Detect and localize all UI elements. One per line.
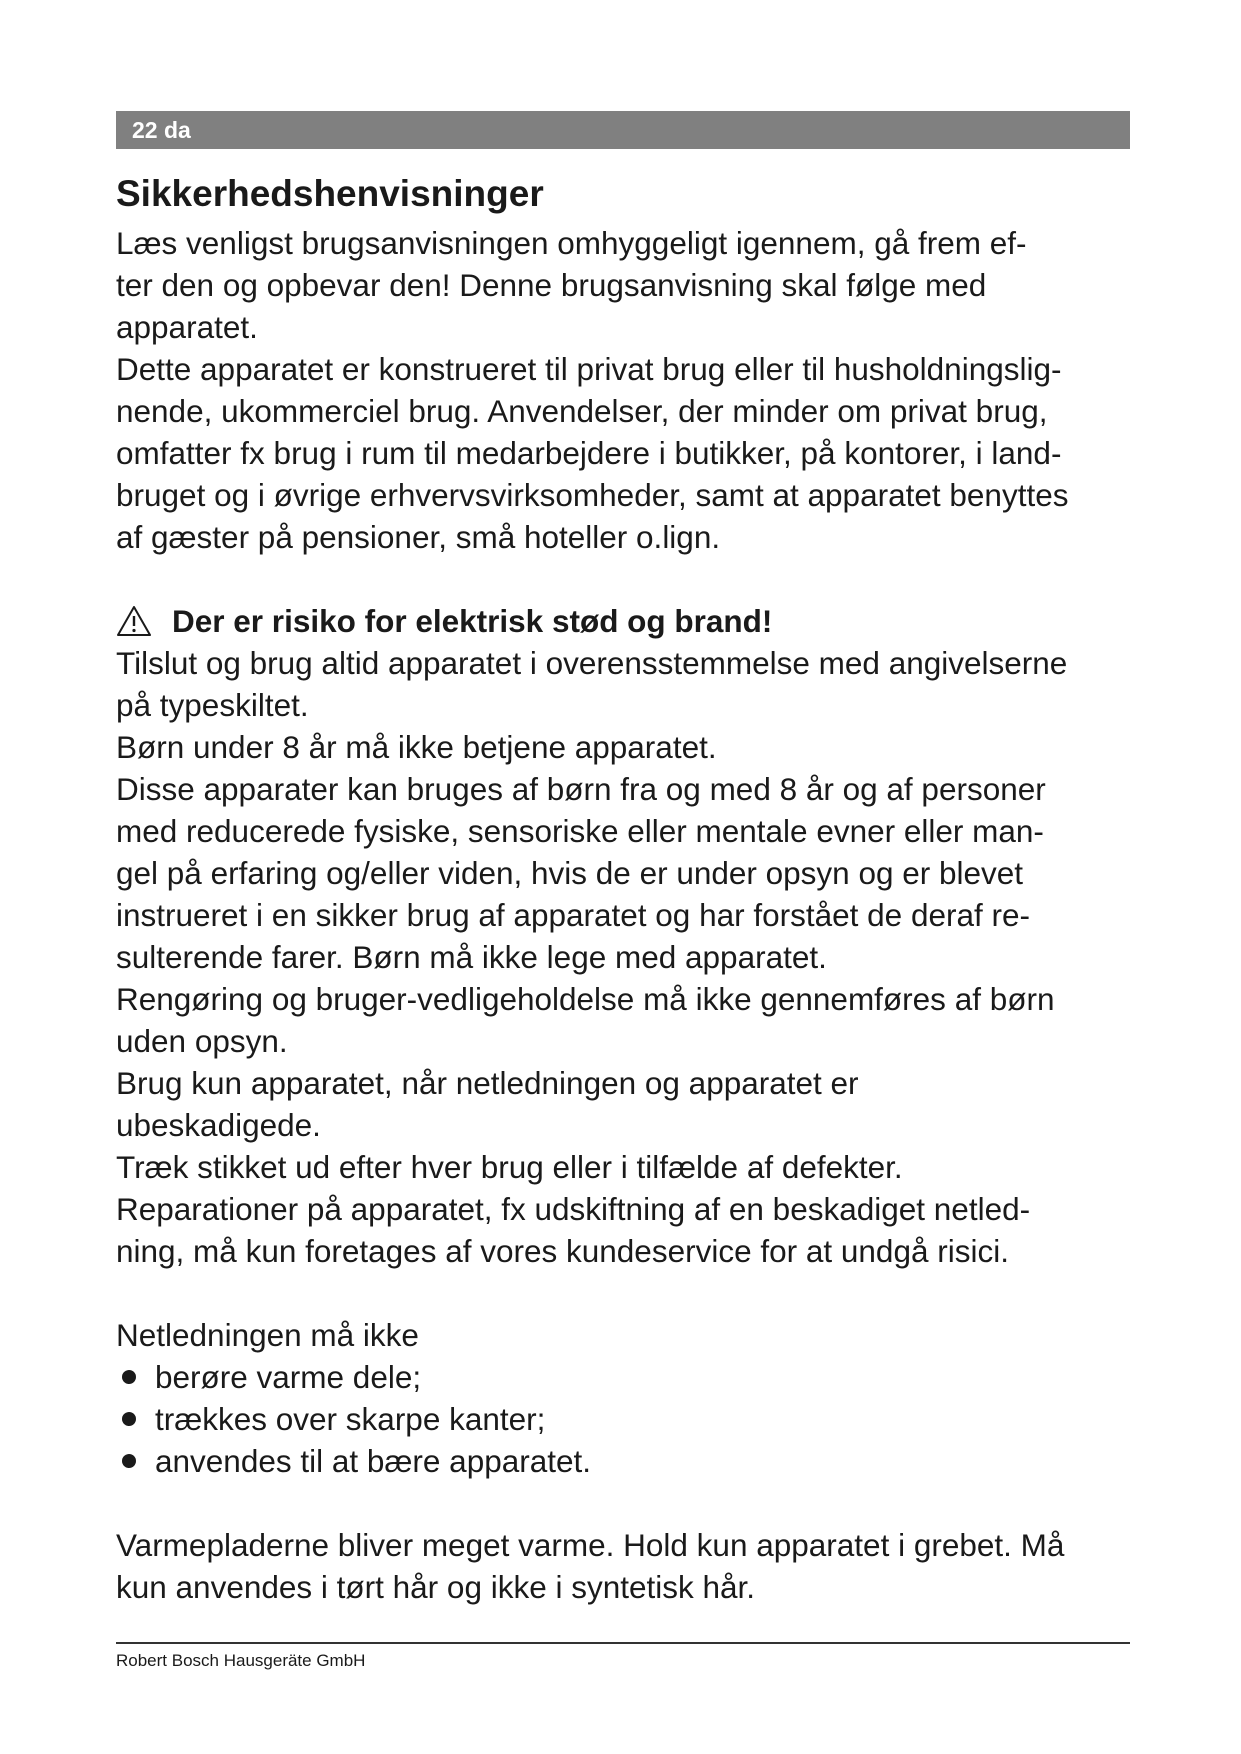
intro-paragraph: Dette apparatet er konstrueret til privat brug eller til husholdningslig- nende, ukommerciel brug. Anvendelser, der minder om privat brug, omfatter fx brug i rum til medarbejdere i butikker, på kontorer, i land- bruget og i øvrige erhvervsvirksomheder, samt at apparatet benyttes af gæster på pensioner, små hoteller o.lign. <box>116 351 1069 555</box>
page-number-label: 22 da <box>132 117 191 143</box>
warning-heading-text: Der er risiko for elektrisk stød og brand! <box>172 603 773 639</box>
list-item-text: trækkes over skarpe kanter; <box>155 1401 546 1437</box>
warning-paragraph: Træk stikket ud efter hver brug eller i tilfælde af defekter. <box>116 1149 903 1185</box>
list-item-text: anvendes til at bære apparatet. <box>155 1443 592 1479</box>
page-header-bar <box>116 111 1130 149</box>
warning-paragraph: Tilslut og brug altid apparatet i overensstemmelse med angivelserne på typeskiltet. <box>116 645 1068 723</box>
cord-intro: Netledningen må ikke <box>116 1317 419 1353</box>
spacer <box>116 558 1146 600</box>
list-item-text: berøre varme dele; <box>155 1359 422 1395</box>
spacer <box>116 1272 1146 1314</box>
list-item <box>116 1356 1146 1398</box>
plates-paragraph: Varmepladerne bliver meget varme. Hold kun apparatet i grebet. Må kun anvendes i tørt hår og ikke i syntetisk hår. <box>116 1527 1065 1605</box>
section-title: Sikkerhedshenvisninger <box>116 173 544 214</box>
document-content <box>116 166 1146 1608</box>
bullet-icon <box>122 1454 136 1468</box>
bullet-icon <box>122 1370 136 1384</box>
list-item <box>116 1398 1146 1440</box>
warning-heading <box>116 600 1146 642</box>
intro-paragraph: Læs venligst brugsanvisningen omhyggeligt igennem, gå frem ef- ter den og opbevar den! Denne brugsanvisning skal følge med apparatet. <box>116 225 1027 345</box>
warning-paragraph: Disse apparater kan bruges af børn fra og med 8 år og af personer med reducerede fysiske, sensoriske eller mentale evner eller man- gel på erfaring og/eller viden, hvis de er under opsyn og er blevet instrueret i en sikker brug af apparatet og har forstået de deraf re- sulterende farer. Børn må ikke lege med apparatet. <box>116 771 1046 975</box>
cord-bullet-list <box>116 1356 1146 1482</box>
footer-divider <box>116 1642 1130 1644</box>
warning-paragraph: Børn under 8 år må ikke betjene apparatet. <box>116 729 717 765</box>
warning-paragraph: Rengøring og bruger-vedligeholdelse må ikke gennemføres af børn uden opsyn. <box>116 981 1055 1059</box>
warning-paragraph: Brug kun apparatet, når netledningen og apparatet er ubeskadigede. <box>116 1065 859 1143</box>
warning-paragraph: Reparationer på apparatet, fx udskiftning af en beskadiget netled- ning, må kun foretages af vores kundeservice for at undgå risici. <box>116 1191 1031 1269</box>
bullet-icon <box>122 1412 136 1426</box>
spacer <box>116 1482 1146 1524</box>
warning-triangle-icon <box>116 605 152 637</box>
list-item <box>116 1440 1146 1482</box>
footer-company: Robert Bosch Hausgeräte GmbH <box>116 1651 366 1670</box>
